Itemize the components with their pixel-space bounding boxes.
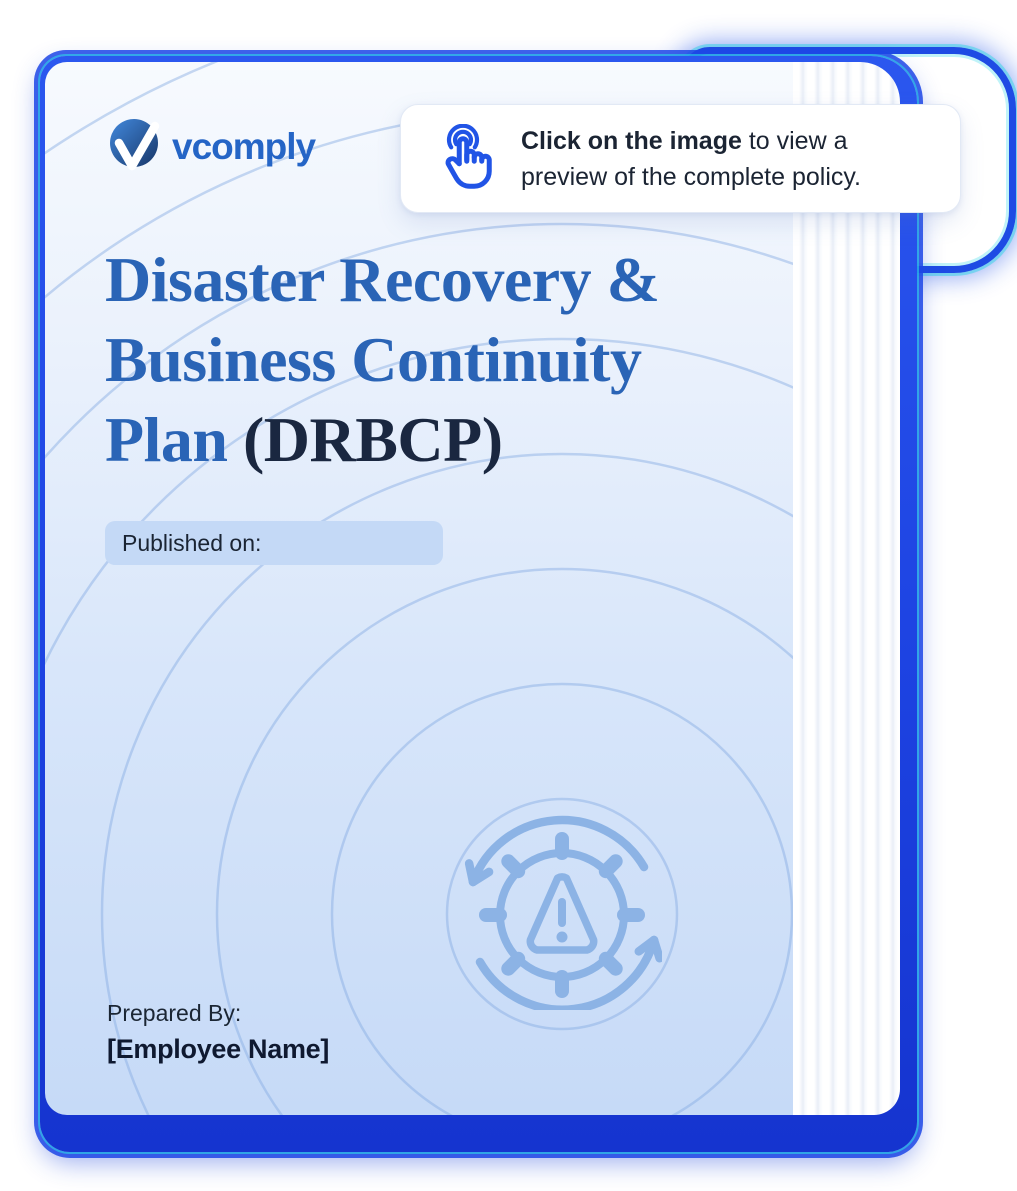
- cover-page: [45, 62, 793, 1115]
- published-on-chip: [105, 521, 443, 565]
- document-title: [105, 240, 785, 480]
- page-stack-edges: [793, 62, 900, 1115]
- gear-warning-cycle-icon: [462, 810, 662, 1010]
- tooltip-text: [521, 123, 861, 195]
- vcomply-checkmark-icon: [105, 118, 163, 176]
- tooltip-line2: preview of the complete policy.: [521, 162, 861, 191]
- policy-document-image[interactable]: [40, 56, 917, 1152]
- title-line-3-plan: Plan: [105, 404, 228, 475]
- title-line-2: Business Continuity: [105, 324, 642, 395]
- document-stack: [45, 62, 900, 1115]
- vcomply-logo-text: vcomply: [172, 126, 316, 167]
- prepared-by-label: Prepared By:: [107, 1000, 242, 1026]
- vcomply-logo: [105, 118, 315, 176]
- tooltip-rest-line1: to view a: [741, 126, 848, 155]
- tooltip-bold-text: Click on the image: [521, 126, 742, 155]
- prepared-by-name: [Employee Name]: [107, 1034, 330, 1064]
- title-line-3-abbrev: (DRBCP): [227, 404, 503, 475]
- title-line-1: Disaster Recovery &: [105, 244, 660, 315]
- click-hint-tooltip: [400, 104, 961, 213]
- concentric-rings-decoration: [45, 62, 793, 1115]
- tap-click-icon: [437, 124, 495, 194]
- published-on-label: Published on:: [122, 529, 262, 556]
